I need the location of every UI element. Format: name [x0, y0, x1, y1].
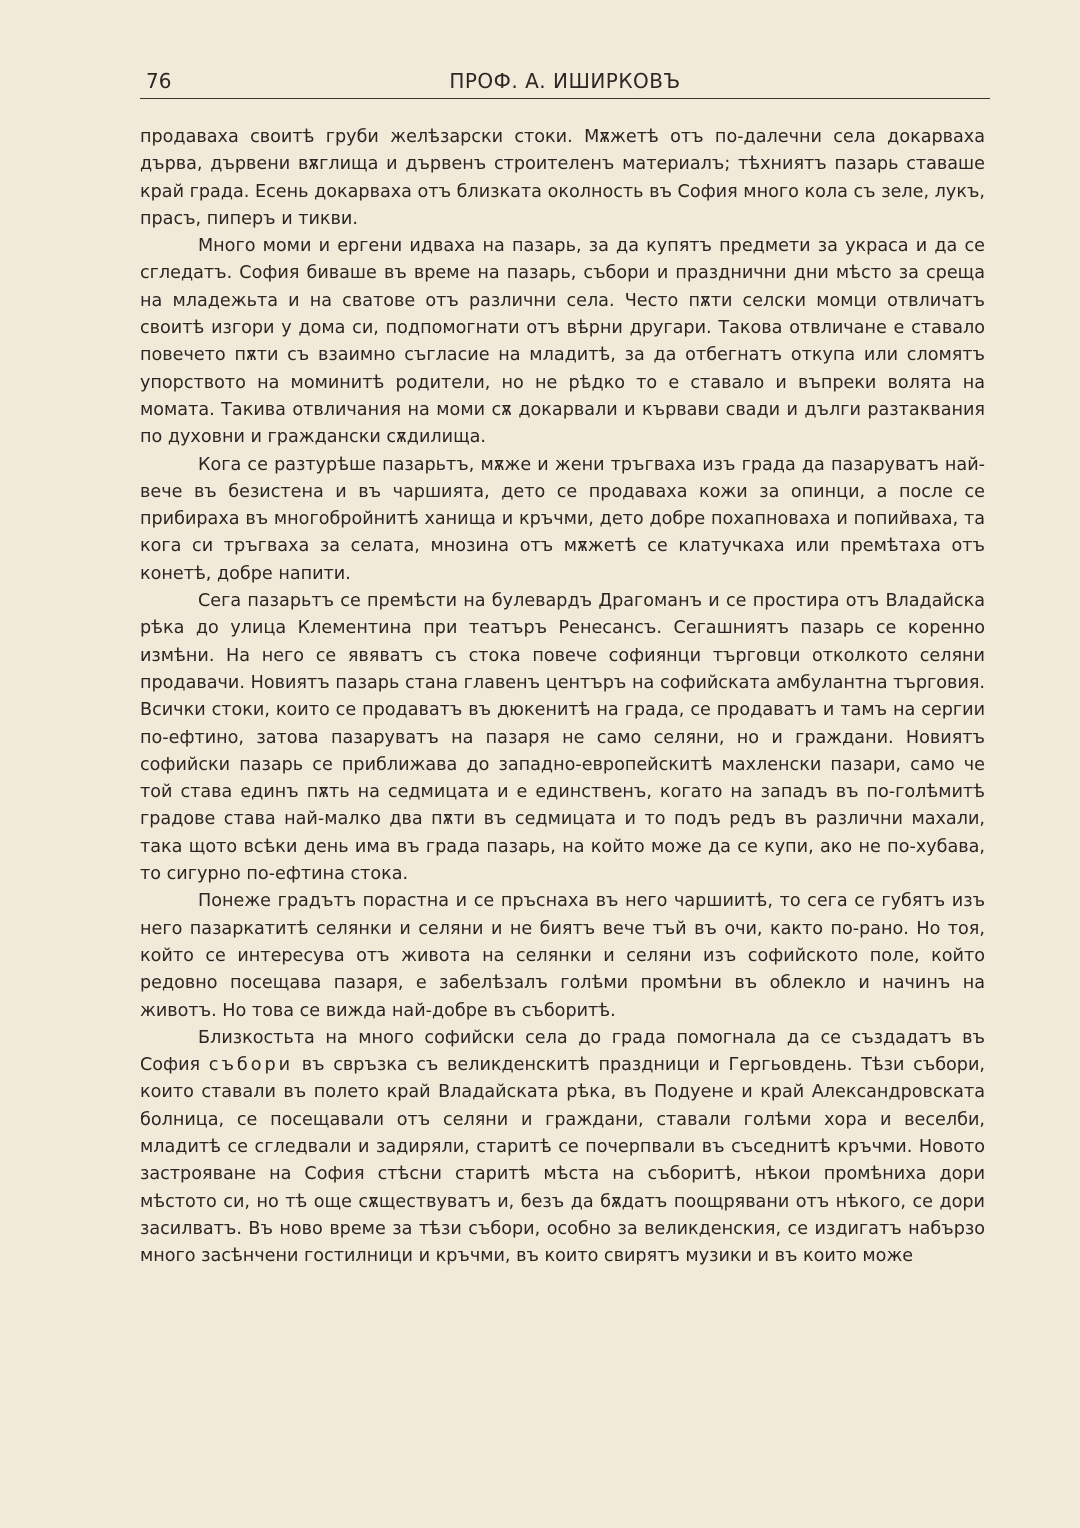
paragraph-4: Сега пазарьтъ се премѣсти на булевардъ Драгоманъ и се простира отъ Владайска рѣка до улица Клементина при театъръ Ренесансъ. Сегашниятъ пазарь се коренно измѣни. На него се явяватъ съ стока повече софиянци търговци отколкото селяни продавачи. Новиятъ пазарь стана главенъ центъръ на софийската амбулантна търговия. Всички стоки, които се продаватъ въ дюкенитѣ на града, се продаватъ и тамъ на сергии по-ефтино, затова пазаруватъ на пазаря не само селяни, но и граждани. Новиятъ софийски пазарь се приближава до западно-европейскитѣ махленски пазари, само че той става единъ пѫть на седмицата и е единственъ, когато на западъ въ по-голѣмитѣ градове става най-малко два пѫти въ седмицата и то подъ редъ въ различни махали, така щото всѣки день има въ града пазарь, на който може да се купи, ако не по-хубава, то сигурно по-ефтина стока. — [140, 591, 985, 885]
header-title: ПРОФ. А. ИШИРКОВЪ — [449, 69, 681, 93]
running-header — [140, 66, 990, 99]
paragraph-2: Много моми и ергени идваха на пазарь, за да купятъ предмети за украса и да се сгледатъ. София биваше въ време на пазарь, събори и празднични дни мѣсто за среща на младежьта и на сватове отъ различни села. Често пѫти селски момци отвличатъ своитѣ изгори у дома си, подпомогнати отъ вѣрни другари. Такова отвличане е ставало повечето пѫти съ взаимно съгласие на младитѣ, за да отбегнатъ откупа или сломятъ упорството на моминитѣ родители, но не рѣдко то е ставало и въпреки волята на момата. Такива отвличания на моми сѫ докарвали и кървави свади и дълги разтаквания по духовни и граждански сѫдилища. — [140, 236, 985, 448]
paragraph-3: Кога се разтурѣше пазарьтъ, мѫже и жени тръгваха изъ града да пазаруватъ най-вече въ безистена и въ чаршията, дето се продаваха кожи за опинци, а после се прибираха въ многобройнитѣ ханища и кръчми, дето добре похапноваха и попийваха, та кога си тръгваха за селата, мнозина отъ мѫжетѣ се клатучкаха или премѣтаха отъ конетѣ, добре напити. — [140, 454, 985, 584]
body-text — [140, 124, 985, 1270]
paragraph-6-rest: въ свръзка съ великденскитѣ праздници и Гергьовдень. Тѣзи събори, които ставали въ полето край Владайската рѣка, въ Подуене и край Александровската болница, се посещавали отъ селяни и граждани, ставали голѣми хора и веселби, младитѣ се сгледвали и задиряли, старитѣ се почерпвали въ съседнитѣ кръчми. Новото застрояване на София стѣсни старитѣ мѣста на съборитѣ, нѣкои промѣниха дори мѣстото си, но тѣ още сѫществуватъ и, безъ да бѫдатъ поощрявани отъ нѣкого, се дори засилватъ. Въ ново време за тѣзи събори, особно за великденския, се издигатъ набързо много засѣнчени гостилници и кръчми, въ които свирятъ музики и въ които може — [140, 1055, 985, 1267]
paragraph-6 — [140, 1025, 985, 1271]
spaced-term: събори — [208, 1055, 294, 1076]
paragraph-1: продаваха своитѣ груби желѣзарски стоки. Мѫжетѣ отъ по-далечни села докарваха дърва, дървени вѫглища и дървенъ строителенъ материалъ; тѣхниятъ пазарь ставаше край града. Есень докарваха отъ близката околность въ София много кола съ зеле, лукъ, прасъ, пиперъ и тикви. — [140, 127, 985, 229]
page-number: 76 — [146, 69, 172, 93]
paragraph-5: Понеже градътъ порастна и се пръснаха въ него чаршиитѣ, то сега се губятъ изъ него пазаркатитѣ селянки и селяни и не биятъ вече тъй въ очи, както по-рано. Но тоя, който се интересува отъ живота на селянки и селяни изъ софийското поле, който редовно посещава пазаря, е забелѣзалъ голѣми промѣни въ облекло и начинъ на животъ. Но това се вижда най-добре въ съборитѣ. — [140, 891, 985, 1021]
paragraph-6-start: Близкостьта на много софийски села до града помогнала да се създадатъ въ София — [140, 1027, 985, 1076]
